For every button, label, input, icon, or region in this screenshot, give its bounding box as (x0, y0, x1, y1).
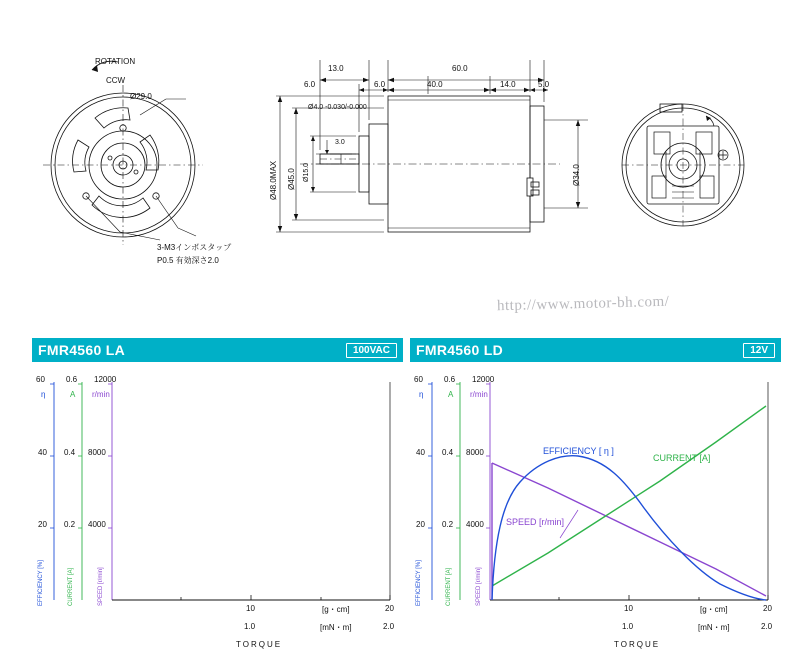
la-spd-max: 12000 (94, 375, 117, 384)
ld-cur-max: 0.6 (444, 375, 456, 384)
la-eff-max: 60 (36, 375, 45, 384)
chart-title-ld: FMR4560 LD (416, 342, 504, 358)
la-spd-axis-name: SPEED [r/min] (98, 567, 104, 606)
dim-13: 13.0 (328, 64, 344, 73)
dim-5: 5.0 (538, 80, 550, 89)
chart-body-ld (410, 362, 781, 649)
rotation-label: ROTATION (95, 57, 136, 66)
la-cur-max: 0.6 (66, 375, 78, 384)
la-eff-axis-name: EFFICIENCY [%] (38, 560, 44, 606)
la-cur-axis-name: CURRENT [A] (68, 567, 74, 606)
chart-card-la (32, 338, 403, 649)
dim-14: 14.0 (500, 80, 516, 89)
ld-eff-tick-40: 40 (416, 448, 425, 457)
dim-45: Ø45.0 (287, 168, 296, 190)
la-cur-tick-02: 0.2 (64, 520, 76, 529)
ld-eff-axis-name: EFFICIENCY [%] (416, 560, 422, 606)
la-eff-tick-20: 20 (38, 520, 47, 529)
ld-xlabel: TORQUE (614, 640, 661, 649)
la-spd-tick-4000: 4000 (88, 520, 106, 529)
ld-cur-symbol: A (448, 390, 454, 399)
chart-voltage-ld: 12V (743, 343, 775, 358)
ld-spd-tick-4000: 4000 (466, 520, 484, 529)
rotation-direction: CCW (106, 76, 126, 85)
dim-34: Ø34.0 (572, 164, 581, 186)
ld-x-unit-mnm: [mN・m] (698, 623, 730, 632)
ld-current-curve-label: CURRENT [A] (653, 453, 711, 463)
dim-4: Ø4.0 -0.030/-0.000 (308, 104, 367, 111)
ld-efficiency-curve-label: EFFICIENCY [ η ] (543, 446, 614, 456)
la-x-unit-mnm: [mN・m] (320, 623, 352, 632)
la-spd-tick-8000: 8000 (88, 448, 106, 457)
ld-spd-max: 12000 (472, 375, 495, 384)
chart-header-ld (410, 338, 781, 362)
la-x-tick-20: 20 (385, 604, 394, 613)
dim-3: 3.0 (335, 139, 345, 146)
la-eff-symbol: η (41, 390, 46, 399)
ld-x2-tick-20: 2.0 (761, 622, 773, 631)
dim-60: 60.0 (452, 64, 468, 73)
ld-x-tick-20: 20 (763, 604, 772, 613)
la-spd-symbol: r/min (92, 390, 110, 399)
chart-card-ld (410, 338, 781, 649)
ld-eff-max: 60 (414, 375, 423, 384)
ld-spd-symbol: r/min (470, 390, 488, 399)
dim-40: 40.0 (427, 80, 443, 89)
dim-48-max: Ø48.0MAX (269, 160, 278, 200)
la-cur-symbol: A (70, 390, 76, 399)
chart-voltage-la: 100VAC (346, 343, 397, 358)
la-x-unit-gcm: [g・cm] (322, 605, 350, 614)
la-eff-tick-40: 40 (38, 448, 47, 457)
watermark: http://www.motor-bh.com/ (496, 293, 670, 315)
ld-spd-axis-name: SPEED [r/min] (476, 567, 482, 606)
ld-speed-curve-label: SPEED [r/min] (506, 517, 565, 527)
ld-x-tick-10: 10 (624, 604, 633, 613)
la-xlabel: TORQUE (236, 640, 283, 649)
dim-15: Ø15.0 (303, 162, 310, 182)
dim-6b: 6.0 (374, 80, 386, 89)
tap-note-line2: P0.5 有効深さ2.0 (157, 256, 219, 265)
ld-cur-tick-02: 0.2 (442, 520, 454, 529)
chart-title-la: FMR4560 LA (38, 342, 126, 358)
ld-x2-tick-10: 1.0 (622, 622, 634, 631)
tap-note-line1: 3-M3インボスタップ (157, 243, 232, 252)
ld-spd-tick-8000: 8000 (466, 448, 484, 457)
ld-cur-tick-04: 0.4 (442, 448, 454, 457)
ld-eff-symbol: η (419, 390, 424, 399)
chart-header-la (32, 338, 403, 362)
ld-x-unit-gcm: [g・cm] (700, 605, 728, 614)
front-diameter-note: Ø29.0 (130, 92, 152, 101)
ld-cur-axis-name: CURRENT [A] (446, 567, 452, 606)
la-x2-tick-10: 1.0 (244, 622, 256, 631)
la-cur-tick-04: 0.4 (64, 448, 76, 457)
la-x-tick-10: 10 (246, 604, 255, 613)
la-x2-tick-20: 2.0 (383, 622, 395, 631)
ld-eff-tick-20: 20 (416, 520, 425, 529)
dim-6: 6.0 (304, 80, 316, 89)
chart-body-la (32, 362, 403, 649)
